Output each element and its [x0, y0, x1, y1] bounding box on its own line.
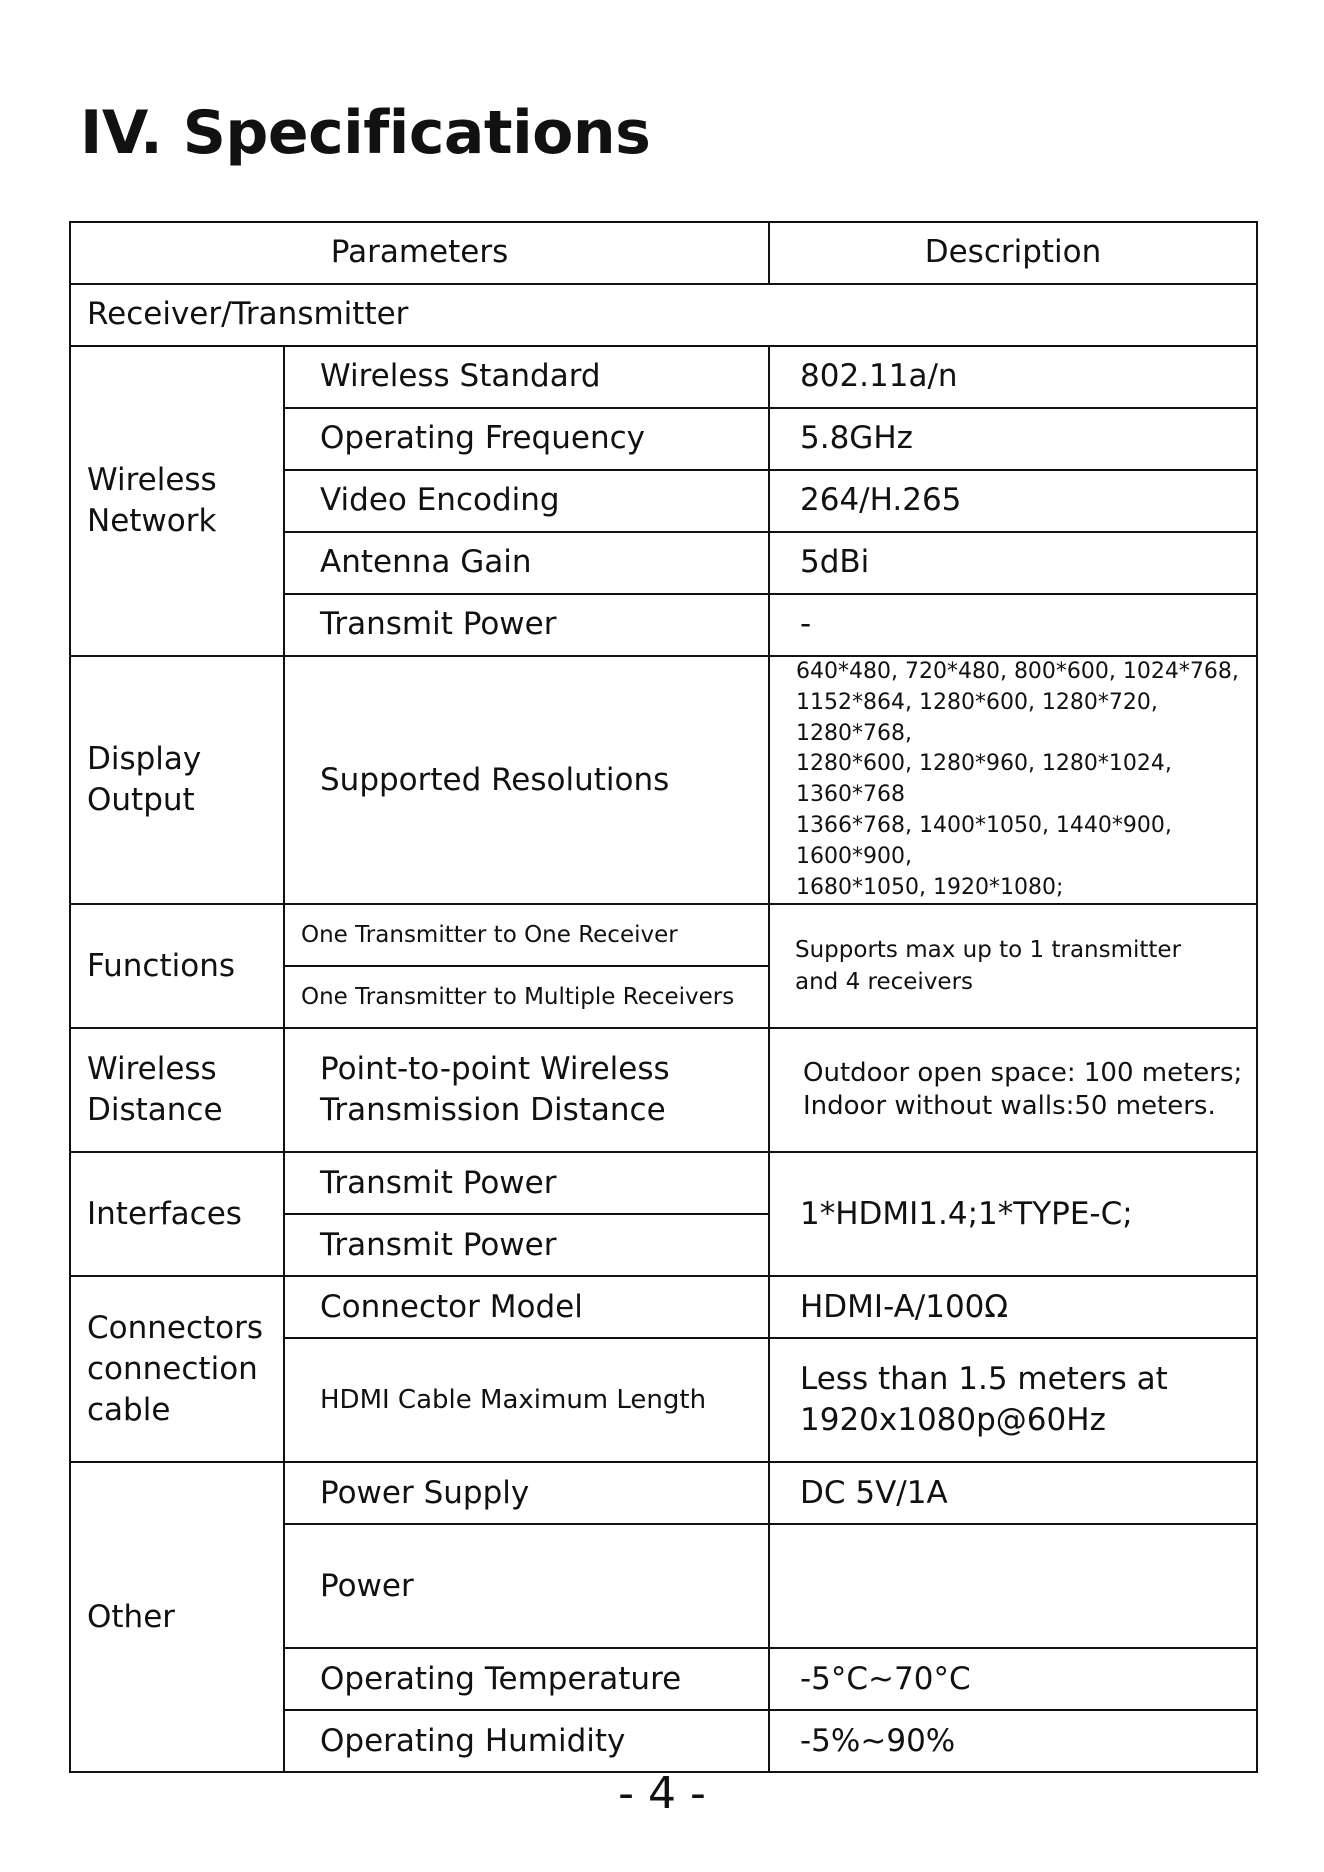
- value-connector-model: HDMI-A/100Ω: [769, 1276, 1257, 1338]
- value-video-encoding: 264/H.265: [769, 470, 1257, 532]
- value-functions: Supports max up to 1 transmitter and 4 receivers: [769, 904, 1257, 1028]
- value-interfaces: 1*HDMI1.4;1*TYPE-C;: [769, 1152, 1257, 1276]
- value-operating-temperature: -5°C~70°C: [769, 1648, 1257, 1710]
- table-header-row: [70, 222, 1257, 284]
- category-connectors: Connectors connection cable: [70, 1276, 284, 1462]
- param-supported-resolutions: Supported Resolutions: [284, 656, 769, 904]
- category-interfaces: Interfaces: [70, 1152, 284, 1276]
- param-transmission-distance: Point-to-point Wireless Transmission Distance: [284, 1028, 769, 1152]
- param-operating-temperature: Operating Temperature: [284, 1648, 769, 1710]
- param-antenna-gain: Antenna Gain: [284, 532, 769, 594]
- param-interface-1: Transmit Power: [284, 1152, 769, 1214]
- category-wireless-network: Wireless Network: [70, 346, 284, 656]
- value-hdmi-cable-length: Less than 1.5 meters at 1920x1080p@60Hz: [769, 1338, 1257, 1462]
- value-power: [769, 1524, 1257, 1648]
- section-row: [70, 284, 1257, 346]
- param-operating-humidity: Operating Humidity: [284, 1710, 769, 1772]
- param-connector-model: Connector Model: [284, 1276, 769, 1338]
- param-wireless-standard: Wireless Standard: [284, 346, 769, 408]
- header-description: Description: [769, 222, 1257, 284]
- category-functions: Functions: [70, 904, 284, 1028]
- table-row: [70, 656, 1257, 904]
- param-operating-frequency: Operating Frequency: [284, 408, 769, 470]
- page-number: - 4 -: [618, 1768, 706, 1819]
- value-transmission-distance: Outdoor open space: 100 meters; Indoor without walls:50 meters.: [769, 1028, 1257, 1152]
- category-wireless-distance: Wireless Distance: [70, 1028, 284, 1152]
- value-wireless-standard: 802.11a/n: [769, 346, 1257, 408]
- table-row: [70, 1462, 1257, 1524]
- category-other: Other: [70, 1462, 284, 1772]
- category-display-output: Display Output: [70, 656, 284, 904]
- value-operating-humidity: -5%~90%: [769, 1710, 1257, 1772]
- param-one-to-one: One Transmitter to One Receiver: [284, 904, 769, 966]
- value-transmit-power: -: [769, 594, 1257, 656]
- param-one-to-multiple: One Transmitter to Multiple Receivers: [284, 966, 769, 1028]
- value-supported-resolutions: 640*480, 720*480, 800*600, 1024*768, 1152*864, 1280*600, 1280*720, 1280*768, 1280*600, 1280*960, 1280*1024, 1360*768 1366*768, 1400*1050, 1440*900, 1600*900, 1680*1050, 1920*1080;: [769, 656, 1257, 904]
- table-row: [70, 904, 1257, 966]
- page-title: IV. Specifications: [80, 98, 651, 168]
- param-power-supply: Power Supply: [284, 1462, 769, 1524]
- value-power-supply: DC 5V/1A: [769, 1462, 1257, 1524]
- table-row: [70, 346, 1257, 408]
- specifications-table: [69, 221, 1258, 1773]
- param-video-encoding: Video Encoding: [284, 470, 769, 532]
- header-parameters: Parameters: [70, 222, 769, 284]
- param-transmit-power: Transmit Power: [284, 594, 769, 656]
- table-row: [70, 1028, 1257, 1152]
- table-row: [70, 1276, 1257, 1338]
- section-receiver-transmitter: Receiver/Transmitter: [70, 284, 1257, 346]
- param-power: Power: [284, 1524, 769, 1648]
- value-operating-frequency: 5.8GHz: [769, 408, 1257, 470]
- param-interface-2: Transmit Power: [284, 1214, 769, 1276]
- value-antenna-gain: 5dBi: [769, 532, 1257, 594]
- table-row: [70, 1152, 1257, 1214]
- param-hdmi-cable-length: HDMI Cable Maximum Length: [284, 1338, 769, 1462]
